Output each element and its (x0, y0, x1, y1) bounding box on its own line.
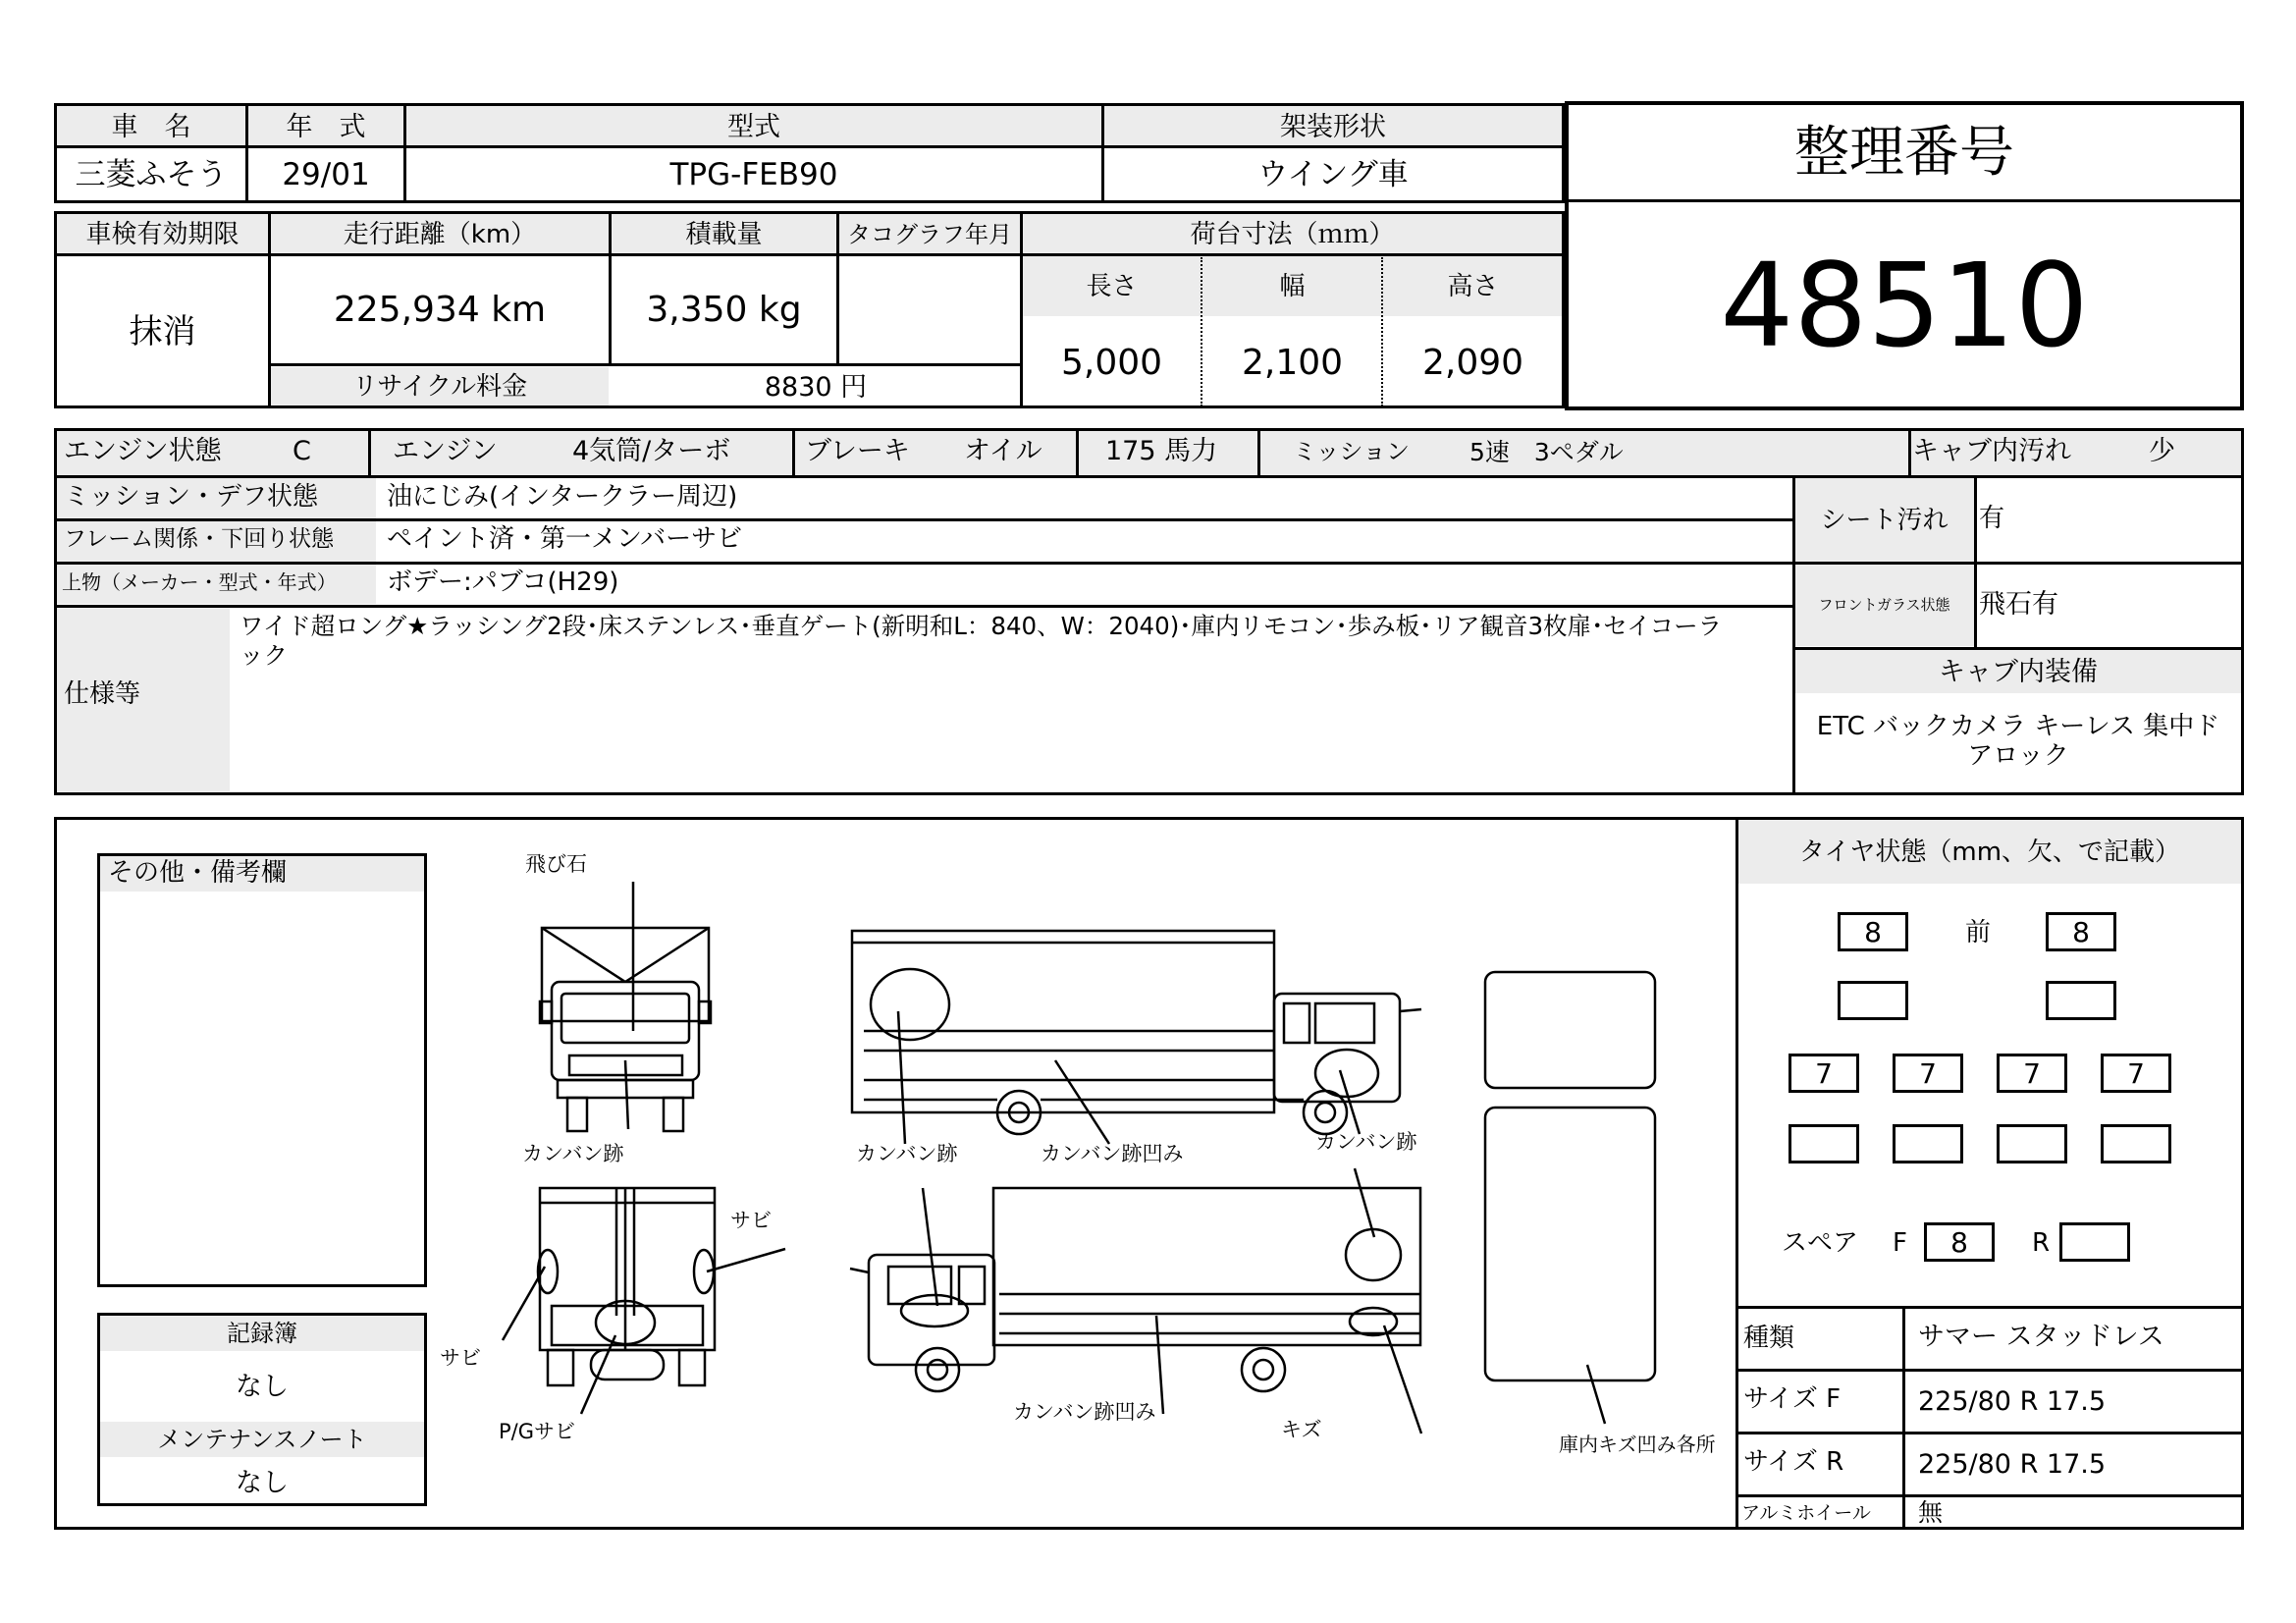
cab-equipment-line-1: ETC バックカメラ キーレス 集中ド (1816, 712, 2220, 741)
other-remarks-box (97, 853, 427, 1287)
tire-type-value: サマー スタッドレス (1918, 1322, 2164, 1352)
model: TPG-FEB90 (669, 156, 838, 192)
engine-state: C (293, 436, 311, 466)
tacho-label: タコグラフ年月 (847, 221, 1012, 248)
windshield-label: フロントガラス状態 (1818, 595, 1950, 614)
kanban-cab-note: カンバン跡 (1315, 1130, 1417, 1154)
engine-label: エンジン (393, 436, 498, 466)
body-type-label: 架装形状 (1280, 111, 1386, 142)
length-label: 長さ (1086, 272, 1138, 301)
spec-line-2: ック (240, 641, 288, 670)
tobi-ishi-note: 飛び石 (525, 852, 587, 876)
car-name-label: 車 名 (111, 111, 191, 142)
load-value: 3,350 kg (646, 290, 802, 330)
tire-rear-3-blank (1997, 1124, 2067, 1163)
mgmt-number-label: 整理番号 (1794, 121, 2014, 185)
tire-rear-2: 7 (1893, 1054, 1963, 1093)
height-label: 高さ (1447, 272, 1499, 301)
seat-dirt: 有 (1979, 504, 2005, 533)
kanban-dent-top-note: カンバン跡凹み (1041, 1142, 1184, 1165)
car-name: 三菱ふそう (75, 156, 228, 192)
pg-sabi-note: P/Gサビ (499, 1420, 576, 1443)
tire-front-right-blank (2046, 981, 2116, 1020)
mission-diff-label: ミッション・デフ状態 (64, 482, 318, 512)
windshield: 飛石有 (1979, 589, 2058, 620)
alumi-wheel-label: アルミホイール (1741, 1502, 1871, 1524)
record-label: 記録簿 (227, 1320, 297, 1347)
inspection-label: 車検有効期限 (85, 220, 240, 249)
sabi-left-note: サビ (440, 1346, 481, 1370)
seat-dirt-label: シート汚れ (1820, 506, 1949, 535)
spare-label: スペア (1782, 1228, 1859, 1258)
engine-state-label: エンジン状態 (64, 436, 222, 466)
tire-size-f-label: サイズ F (1743, 1384, 1842, 1414)
tire-front-left: 8 (1838, 912, 1908, 951)
maintenance-note-value: なし (236, 1467, 289, 1498)
body-type: ウイング車 (1257, 156, 1409, 192)
truck-damage-diagram (432, 830, 1733, 1522)
spare-f-label: F (1893, 1228, 1907, 1258)
tacho-value (839, 257, 1020, 363)
inspection-value: 抹消 (129, 311, 196, 352)
brake-label: ブレーキ (805, 436, 910, 466)
tire-size-f-value: 225/80 R 17.5 (1918, 1386, 2107, 1417)
kanban-dent-bottom-note: カンバン跡凹み (1013, 1400, 1156, 1424)
maintenance-note-label: メンテナンスノート (157, 1426, 367, 1453)
upper-label: 上物（メーカー・型式・年式） (62, 570, 337, 594)
tire-size-r-value: 225/80 R 17.5 (1918, 1449, 2107, 1480)
upper: ボデー:パブコ(H29) (387, 568, 619, 597)
tire-rear-3: 7 (1997, 1054, 2067, 1093)
mission-diff: 油にじみ(インタークラー周辺) (387, 482, 738, 512)
truck-rear-view (540, 1188, 715, 1385)
kizu-note: キズ (1281, 1418, 1322, 1441)
year-label: 年 式 (286, 111, 366, 142)
alumi-wheel-value: 無 (1918, 1498, 1944, 1527)
sabi-right-note: サビ (730, 1209, 772, 1232)
tire-size-r-label: サイズ R (1743, 1447, 1844, 1477)
tire-type-label: 種類 (1743, 1324, 1795, 1353)
mileage-label: 走行距離（km） (343, 220, 537, 249)
interior-note: 庫内キズ凹み各所 (1559, 1433, 1716, 1456)
mgmt-number: 48510 (1720, 238, 2089, 373)
length-value: 5,000 (1060, 343, 1163, 383)
tire-rear-2-blank (1893, 1124, 1963, 1163)
cab-dirt: 少 (2149, 436, 2175, 466)
tire-rear-1: 7 (1789, 1054, 1859, 1093)
load-label: 積載量 (685, 220, 763, 249)
kanban-left-note: カンバン跡 (856, 1142, 958, 1165)
other-remarks-label: その他・備考欄 (108, 858, 288, 888)
frame: ペイント済・第一メンバーサビ (387, 524, 743, 554)
truck-front-view (540, 928, 711, 1131)
cargo-floor-plan (1485, 972, 1655, 1380)
engine: 4気筒/ターボ (572, 436, 731, 466)
truck-left-side-view (852, 931, 1421, 1134)
tire-rear-1-blank (1789, 1124, 1859, 1163)
mission: 5速 3ペダル (1469, 438, 1624, 466)
record-value: なし (236, 1371, 289, 1402)
damage-markers (538, 969, 1401, 1344)
mileage-value: 225,934 km (333, 290, 547, 330)
tire-front-left-blank (1838, 981, 1908, 1020)
frame-label: フレーム関係・下回り状態 (64, 526, 335, 552)
width-value: 2,100 (1241, 343, 1344, 383)
height-value: 2,090 (1421, 343, 1524, 383)
tire-front-right: 8 (2046, 912, 2116, 951)
recycle-label: リサイクル料金 (351, 372, 528, 402)
cab-equipment-line-2: アロック (1967, 741, 2069, 771)
horsepower: 175 馬力 (1105, 436, 1218, 466)
cab-dirt-label: キャブ内汚れ (1912, 436, 2071, 466)
spec-line-1: ワイド超ロング★ラッシング2段･床ステンレス･垂直ゲート(新明和L：840、W：2040)･庫内リモコン･歩み板･リア観音3枚扉･セイコーラ (240, 612, 1723, 640)
spare-f: 8 (1924, 1222, 1995, 1262)
spare-r (2059, 1222, 2130, 1262)
cargo-dimensions-label: 荷台寸法（ｍｍ） (1190, 220, 1395, 249)
tire-rear-4-blank (2101, 1124, 2171, 1163)
tire-rear-4: 7 (2101, 1054, 2171, 1093)
brake: オイル (964, 436, 1042, 466)
spare-r-label: R (2032, 1228, 2051, 1258)
recycle-value: 8830 円 (764, 371, 868, 403)
tire-status-title: タイヤ状態（mm、欠、で記載） (1798, 838, 2181, 867)
spec-label: 仕様等 (64, 679, 141, 709)
kanban-front-note: カンバン跡 (522, 1142, 624, 1165)
model-label: 型式 (727, 111, 780, 142)
year: 29/01 (282, 156, 370, 192)
cab-equipment-label: キャブ内装備 (1939, 656, 2098, 687)
mission-label: ミッション (1293, 438, 1411, 465)
front-label: 前 (1964, 918, 1991, 947)
width-label: 幅 (1279, 272, 1306, 301)
